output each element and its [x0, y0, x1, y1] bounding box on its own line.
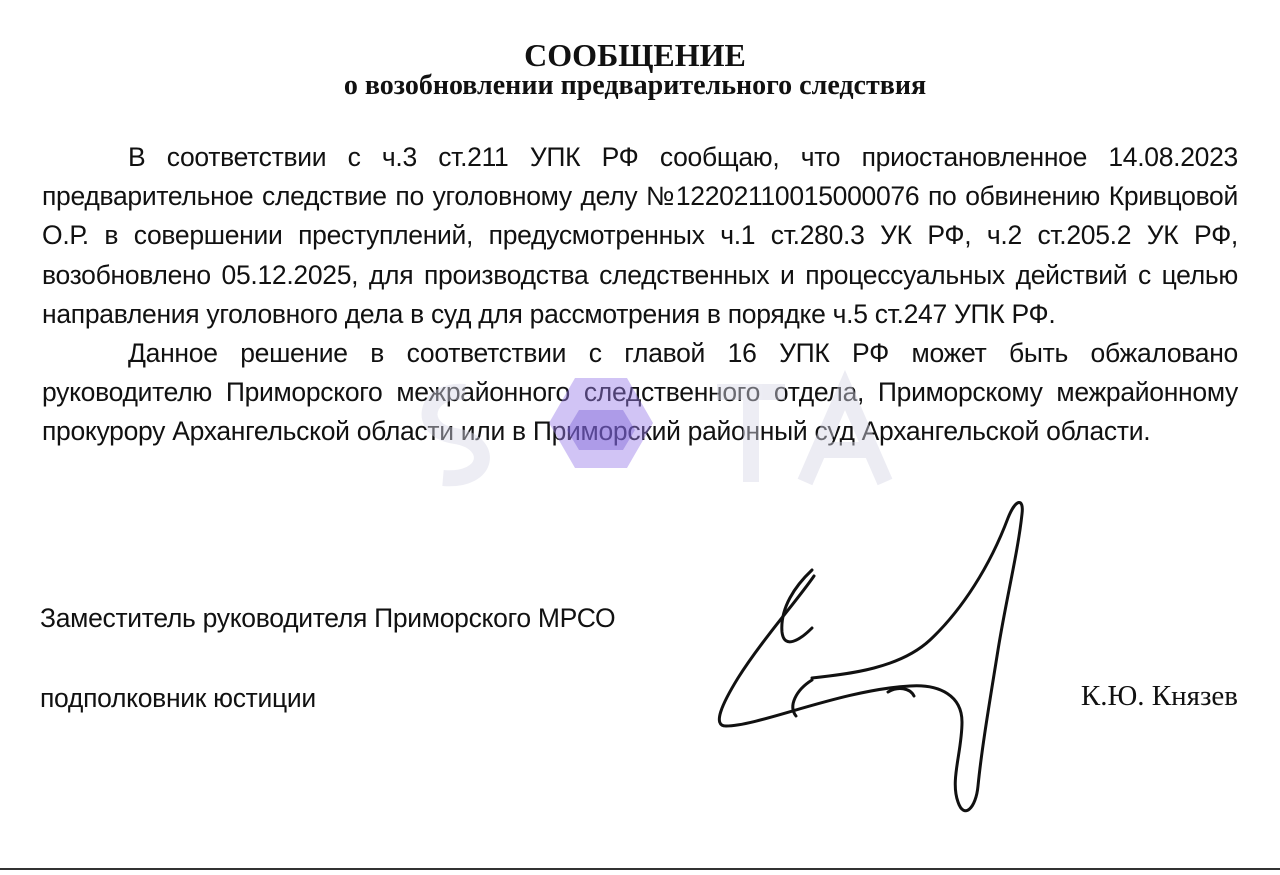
document-subtitle: о возобновлении предварительного следствия [343, 70, 927, 101]
body-paragraph-1: В соответствии с ч.3 ст.211 УПК РФ сообщаю, что приостановленное 14.08.2023 предварительное следствие по уголовному делу №12202110015000076 по обвинению Кривцовой О.Р. в совершении преступлений, предусмотренных ч.1 ст.280.3 УК РФ, ч.2 ст.205.2 УК РФ, возобновлено 05.12.2025, для производства следственных и процессуальных действий с целью направления уголовного дела в суд для рассмотрения в порядке ч.5 ст.247 УПК РФ. [42, 142, 1238, 329]
page-bottom-edge [0, 868, 1280, 870]
signatory-name: К.Ю. Князев [1080, 680, 1238, 712]
document-title: СООБЩЕНИЕ [524, 37, 746, 73]
document-body [42, 138, 1238, 452]
signatory-rank: подполковник юстиции [40, 683, 316, 713]
signatory-position: Заместитель руководителя Приморского МРСО [40, 603, 616, 633]
handwritten-signature [700, 490, 1060, 830]
body-paragraph-2: Данное решение в соответствии с главой 16 УПК РФ может быть обжаловано руководителю Приморского межрайонного следственного отдела, Приморскому межрайонному прокурору Архангельской области или в Приморский районный суд Архангельской области. [42, 338, 1238, 447]
